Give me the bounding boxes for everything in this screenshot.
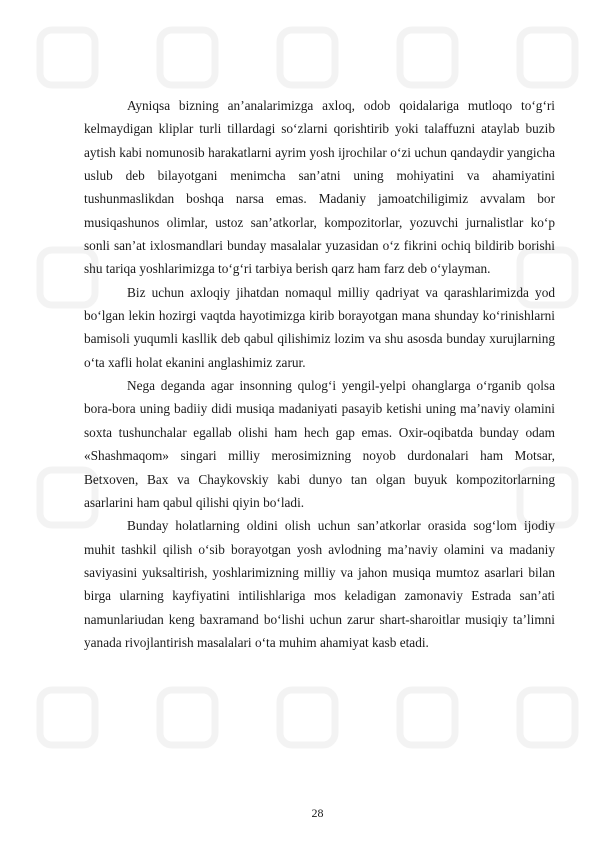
page-number: 28 (311, 806, 324, 820)
paragraph-2: Biz uchun axloqiy jihatdan nomaqul milliy qadriyat va qarashlarimizda yod bo‘lgan lekin hozirgi vaqtda hayotimizga kirib borayotgan mana shunday ko‘rinishlarni bamisoli yuqumli kasllik deb qabul qilishimiz lozim va shu asosda bunday xurujlarning o‘ta xafli holat ekanini anglashimiz zarur. (84, 284, 555, 370)
document-body (84, 94, 555, 654)
paragraph-1: Ayniqsa bizning an’analarimizga axloq, odob qoidalariga mutloqo to‘g‘ri kelmaydigan kliplar turli tillardagi so‘zlarni qorishtirib yoki talaffuzni ataylab buzib aytish kabi nomunosib harakatlarni ayrim yosh ijrochilar o‘zi uchun qandaydir yangicha uslub deb bilayotgani menimcha san’atni uning mohiyatini va ahamiyatini tushunmaslikdan boshqa narsa emas. Madaniy jamoatchiligimiz avvalam bor musiqashunos olimlar, ustoz san’atkorlar, kompozitorlar, yozuvchi jurnalistlar ko‘p sonli san’at ixlosmandlari bunday masalalar yuzasidan o‘z fikrini ochiq bildirib borishi shu tariqa yoshlarimizga to‘g‘ri tarbiya berish qarz ham farz deb o‘ylayman. (84, 98, 555, 277)
paragraph-3: Nega deganda agar insonning qulog‘i yengil-yelpi ohanglarga o‘rganib qolsa bora-bora uning badiiy didi musiqa madaniyati pasayib ketishi uning ma’naviy olamini soxta tushunchalar egallab olishi ham hech gap emas. Oxir-oqibatda bunday odam «Shashmaqom» singari milliy merosimizning noyob durdonalari ham Motsar, Betxoven, Bax va Chaykovskiy kabi dunyo tan olgan buyuk kompozitorlarning asarlarini ham qabul qilishi qiyin bo‘ladi. (84, 378, 555, 510)
paragraph-4: Bunday holatlarning oldini olish uchun san’atkorlar orasida sog‘lom ijodiy muhit tashkil qilish o‘sib borayotgan yosh avlodning ma’naviy olamini va madaniy saviyasini yuksaltirish, yoshlarimizning milliy va jahon musiqa mumtoz asarlari bilan birga ularning kayfiyatini intilishlariga mos keladigan zamonaviy Estrada san’ati namunlariudan keng baxramand bo‘lishi uchun zarur shart-sharoitlar musiqiy ta’limni yanada rivojlantirish masalalari o‘ta muhim ahamiyat kasb etadi. (84, 518, 555, 650)
